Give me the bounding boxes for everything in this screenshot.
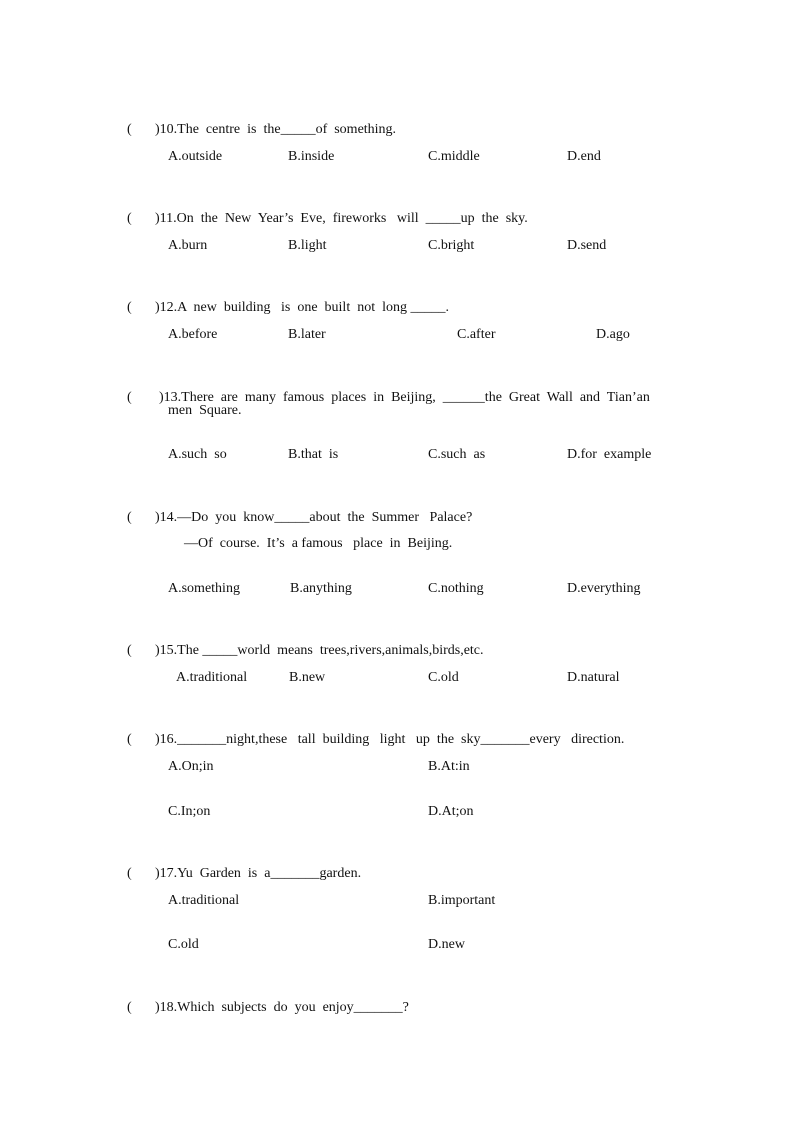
option-a: A.traditional (168, 893, 240, 908)
option-d: D.everything (567, 581, 641, 596)
answer-paren: ( (127, 390, 132, 405)
question-stem-continued: men Square. (168, 403, 242, 418)
option-d: D.At;on (428, 804, 474, 819)
answer-paren: ( (127, 1000, 132, 1015)
option-c: C.old (168, 937, 199, 952)
option-c: C.nothing (428, 581, 484, 596)
question-11 (120, 192, 528, 228)
option-c: C.middle (428, 149, 480, 164)
question-stem: )11.On the New Year’s Eve, fireworks will _____up the sky. (155, 211, 528, 226)
option-d: D.end (567, 149, 601, 164)
option-b: B.later (288, 327, 326, 342)
option-c: C.such as (428, 447, 486, 462)
answer-paren: ( (127, 510, 132, 525)
option-a: A.before (168, 327, 218, 342)
option-a: A.something (168, 581, 240, 596)
question-stem: )13.There are many famous places in Beijing, ______the Great Wall and Tian’an (159, 390, 650, 405)
question-12 (120, 281, 449, 317)
question-stem: )17.Yu Garden is a_______garden. (155, 866, 362, 881)
answer-paren: ( (127, 732, 132, 747)
option-c: C.old (428, 670, 459, 685)
answer-paren: ( (127, 300, 132, 315)
option-c: C.after (457, 327, 496, 342)
option-d: D.send (567, 238, 607, 253)
question-14 (120, 491, 472, 527)
answer-paren: ( (127, 866, 132, 881)
question-stem: )14.—Do you know_____about the Summer Palace? (155, 510, 473, 525)
answer-paren: ( (127, 122, 132, 137)
option-c: C.bright (428, 238, 475, 253)
question-17 (120, 847, 361, 883)
answer-paren: ( (127, 643, 132, 658)
question-stem: )18.Which subjects do you enjoy_______? (155, 1000, 409, 1015)
option-b: B.important (428, 893, 496, 908)
option-b: B.that is (288, 447, 339, 462)
question-stem: )10.The centre is the_____of something. (155, 122, 397, 137)
option-b: B.inside (288, 149, 335, 164)
question-15 (120, 624, 484, 660)
option-a: A.burn (168, 238, 208, 253)
question-stem: )15.The _____world means trees,rivers,animals,birds,etc. (155, 643, 484, 658)
dialogue-reply: —Of course. It’s a famous place in Beijing. (184, 536, 453, 551)
question-stem: )12.A new building is one built not long _____. (155, 300, 449, 315)
option-a: A.outside (168, 149, 223, 164)
answer-paren: ( (127, 211, 132, 226)
option-b: B.At:in (428, 759, 470, 774)
option-d: D.for example (567, 447, 652, 462)
question-18 (120, 981, 409, 1017)
option-b: B.anything (290, 581, 352, 596)
option-c: C.In;on (168, 804, 211, 819)
option-b: B.new (289, 670, 326, 685)
option-d: D.natural (567, 670, 620, 685)
option-d: D.new (428, 937, 465, 952)
question-10 (120, 103, 396, 139)
option-b: B.light (288, 238, 327, 253)
option-a: A.traditional (176, 670, 248, 685)
option-a: A.such so (168, 447, 227, 462)
question-stem: )16._______night,these tall building light up the sky_______every direction. (155, 732, 625, 747)
question-16 (120, 713, 624, 749)
option-a: A.On;in (168, 759, 214, 774)
option-d: D.ago (596, 327, 630, 342)
